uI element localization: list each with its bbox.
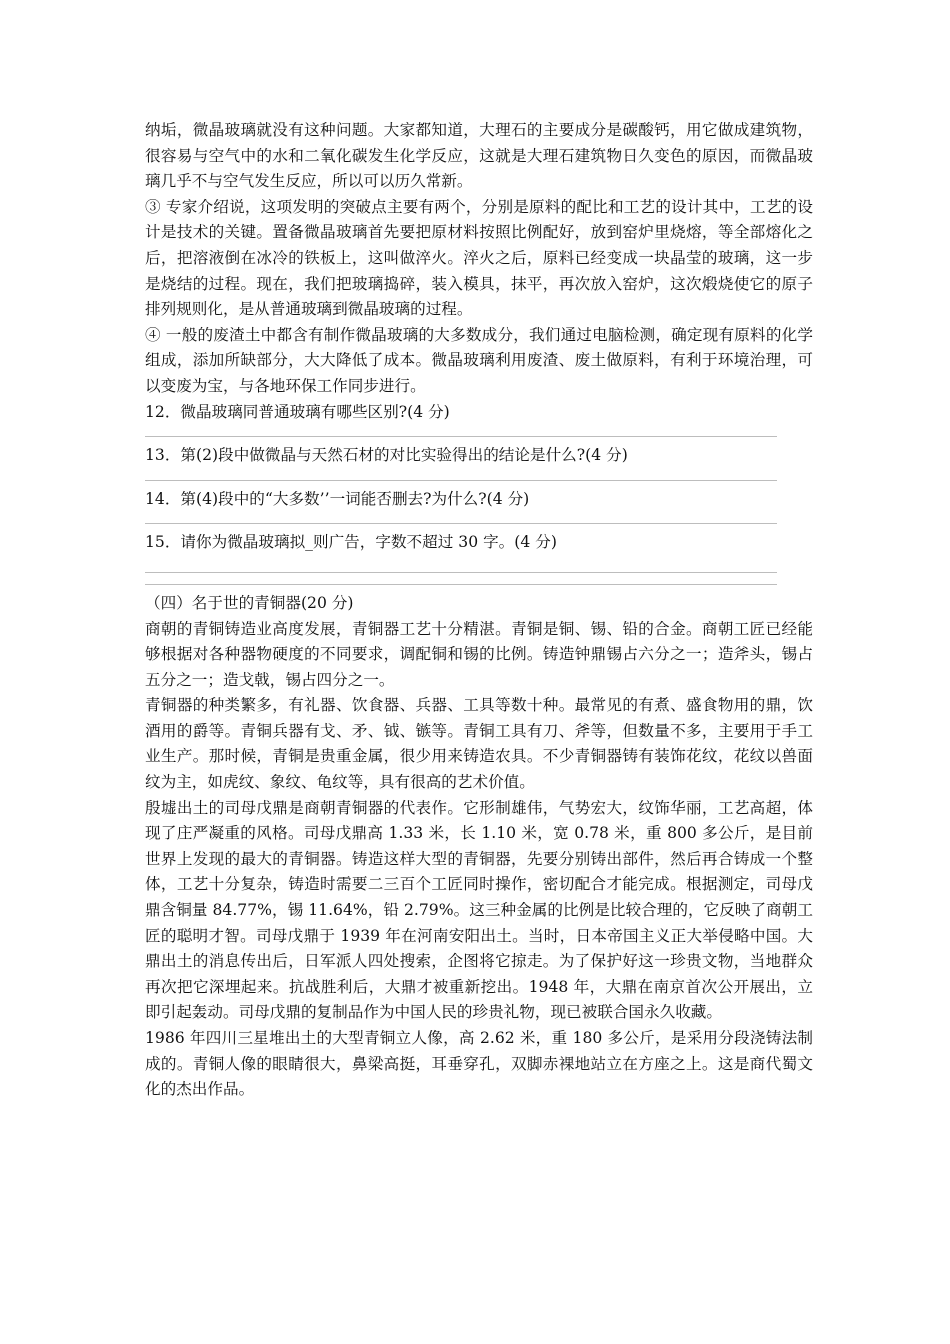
paragraph: 殷墟出土的司母戊鼎是商朝青铜器的代表作。它形制雄伟，气势宏大，纹饰华丽，工艺高超，体现了庄严凝重的风格。司母戊鼎高 1.33 米，长 1.10 米，宽 0.78 米，重 800 多公斤，是目前世界上发现的最大的青铜器。铸造这样大型的青铜器，先要分别铸出部件，然后再合铸成一个整体，工艺十分复杂，铸造时需要二三百个工匠同时操作，密切配合才能完成。根据测定，司母戊鼎含铜量 84.77%，锡 11.64%，铅 2.79%。这三种金属的比例是比较合理的，它反映了商朝工匠的聪明才智。司母戊鼎于 1939 年在河南安阳出土。当时，日本帝国主义正大举侵略中国。大鼎出土的消息传出后，日军派人四处搜索，企图将它掠走。为了保护好这一珍贵文物，当地群众再次把它深埋起来。抗战胜利后，大鼎才被重新挖出。1948 年，大鼎在南京首次公开展出，立即引起轰动。司母戊鼎的复制品作为中国人民的珍贵礼物，现已被联合国永久收藏。 bbox=[145, 798, 813, 1022]
question-13: 13．第(2)段中做微晶与天然石材的对比实验得出的结论是什么?(4 分) bbox=[145, 446, 628, 465]
paragraph: 1986 年四川三星堆出土的大型青铜立人像，高 2.62 米，重 180 多公斤，是采用分段浇铸法制成的。青铜人像的眼睛很大，鼻梁高挺，耳垂穿孔，双脚赤裸地站立在方座之上。这是商代蜀文化的杰出作品。 bbox=[145, 1029, 813, 1099]
answer-line bbox=[145, 436, 777, 437]
answer-line bbox=[145, 523, 777, 524]
answer-line bbox=[145, 480, 777, 481]
answer-line bbox=[145, 584, 777, 585]
question-14: 14．第(4)段中的“大多数’’一词能否删去?为什么?(4 分) bbox=[145, 489, 530, 508]
paragraph: 青铜器的种类繁多，有礼器、饮食器、兵器、工具等数十种。最常见的有煮、盛食物用的鼎，饮酒用的爵等。青铜兵器有戈、矛、钺、镞等。青铜工具有刀、斧等，但数量不多，主要用于手工业生产。那时候，青铜是贵重金属，很少用来铸造农具。不少青铜器铸有装饰花纹，花纹以兽面纹为主，如虎纹、象纹、龟纹等，具有很高的艺术价值。 bbox=[145, 696, 813, 792]
document-page bbox=[145, 118, 813, 1103]
paragraph: ④ 一般的废渣土中都含有制作微晶玻璃的大多数成分，我们通过电脑检测，确定现有原料的化学组成，添加所缺部分，大大降低了成本。微晶玻璃利用废渣、废土做原料，有利于环境治理，可以变废为宝，与各地环保工作同步进行。 bbox=[145, 325, 813, 395]
question-15: 15．请你为微晶玻璃拟_则广告，字数不超过 30 字。(4 分) bbox=[145, 533, 557, 552]
paragraph: ③ 专家介绍说，这项发明的突破点主要有两个，分别是原料的配比和工艺的设计其中，工艺的设计是技术的关键。置备微晶玻璃首先要把原材料按照比例配好，放到窑炉里烧熔，等全部熔化之后，把溶液倒在冰冷的铁板上，这叫做淬火。淬火之后，原料已经变成一块晶莹的玻璃，这一步是烧结的过程。现在，我们把玻璃捣碎，装入模具，抹平，再次放入窑炉，这次煅烧使它的原子排列规则化，是从普通玻璃到微晶玻璃的过程。 bbox=[145, 197, 813, 319]
question-12: 12．微晶玻璃同普通玻璃有哪些区别?(4 分) bbox=[145, 402, 450, 421]
section-title: （四）名于世的青铜器(20 分) bbox=[145, 593, 354, 612]
paragraph: 商朝的青铜铸造业高度发展，青铜器工艺十分精湛。青铜是铜、锡、铅的合金。商朝工匠已经能够根据对各种器物硬度的不同要求，调配铜和锡的比例。铸造钟鼎锡占六分之一；造斧头，锡占五分之一；造戈戟，锡占四分之一。 bbox=[145, 619, 813, 689]
answer-line bbox=[145, 572, 777, 573]
paragraph: 纳垢，微晶玻璃就没有这种问题。大家都知道，大理石的主要成分是碳酸钙，用它做成建筑物，很容易与空气中的水和二氧化碳发生化学反应，这就是大理石建筑物日久变色的原因，而微晶玻璃几乎不与空气发生反应，所以可以历久常新。 bbox=[145, 121, 813, 191]
